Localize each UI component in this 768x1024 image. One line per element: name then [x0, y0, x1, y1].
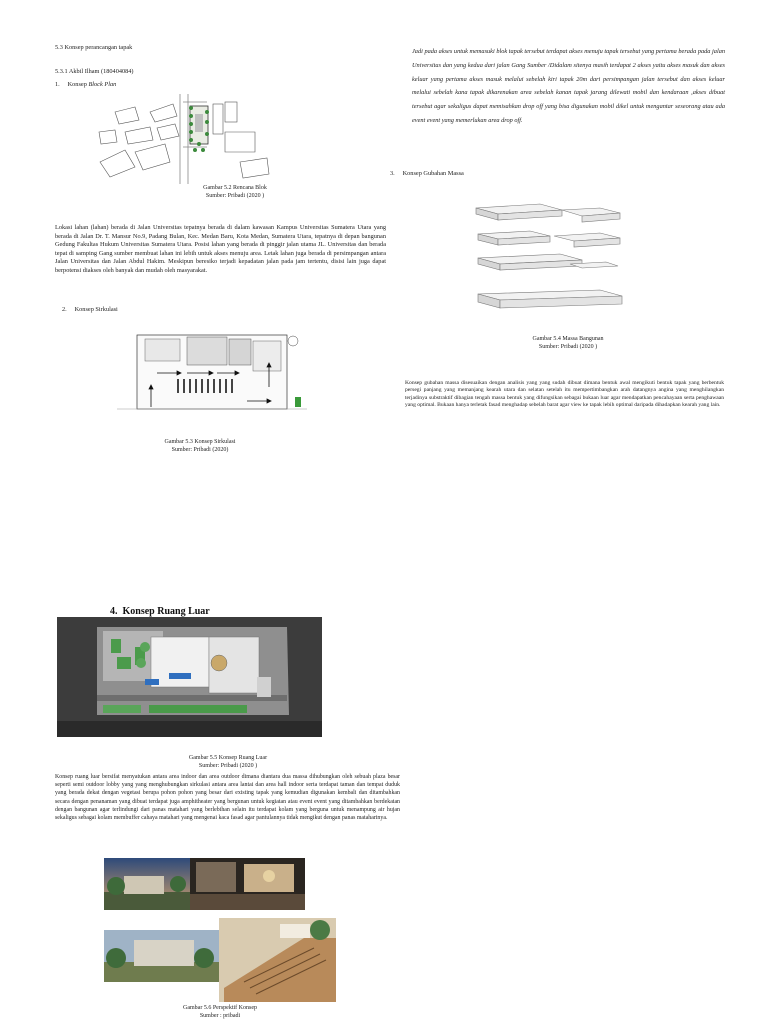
paragraph-outdoor: Konsep ruang luar bersifat menyatukan antara area indoor dan area outdoor dimana diantara dua massa dihubungkan oleh sebuah plaza besar seperti semi outdoor lobby yang yang menghubungkan sirkulasi antara area lantai dan area hall indoor serta terdapat taman dan tempat duduk yang berada dekat dengan vegetasi berupa pohon pohon yang besar dari existing tapak yang kemudian digunakan kembali dan ditambahkan secara dengan penanaman yang dibuat terdapat juga amphitheater yang bergunan untuk kegiatan atau event event yang ditambahkan berdekatan dengan bangunan agar terlindungi dari panas matahari yang berlebihan selain itu terdapat kolam yang berguna untuk menampung air hujan sekaligus sebagai kolam membuffer cahaya matahari yang mengenai kaca fasad agar pantulannya tidak mengikut dengan panas mataharinya. — [55, 774, 400, 822]
paragraph-massing: Konsep gubahan massa disesuaikan dengan analisis yang yang sudah dibuat dimana bentuk awal mengikuti bentuk tapak yang berbentuk persegi panjang yang memanjang kearah utara dan selatan setelah itu mempertimbangkan arah datangnya angina yang menghilangkan terjadinya substraktif dibagian tengah massa bentuk yang difungsikan sebagai bukaan luar agar mendapatkan pencahayaan serta penghawaan yang optimal. Bukaan hanya terletak fasad menghadap sebelah barat agar view ke tapak lebih optimal daripada dihadapkan kearah yang lain. — [405, 380, 724, 408]
item3-label: Konsep Gubahan Massa — [402, 170, 464, 177]
figure-block-plan — [95, 92, 275, 184]
figure-massing — [470, 198, 628, 318]
caption-5-3 — [140, 439, 260, 454]
item1-heading — [55, 81, 116, 90]
caption-5-6 — [160, 1005, 280, 1020]
caption-5-3-title: Gambar 5.3 Konsep Sirkulasi — [164, 439, 236, 445]
figure-circulation — [117, 327, 307, 413]
caption-5-3-source: Sumber: Pribadi (2020) — [171, 446, 229, 453]
item1-label: Konsep — [67, 81, 87, 88]
item4-heading — [110, 606, 210, 617]
caption-5-5-title: Gambar 5.5 Konsep Ruang Luar — [188, 755, 268, 761]
paragraph-access: Jadi pada akses untuk memasuki blok tapak tersebut terdapat akses menuju tapak tersebut yang pertama berada pada jalan Universitas dan yang kedua dari jalan Gang Sumber /Didalam sitenya masih terdapat 2 akses yaitu akses masuk dan akses keluar yang pertama akses masuk melalui sebelah kiri tapak 20m dari persimpangan jalan tersebut dan akses keluar melalui sebelah kana tapak dikarenakan area sebelah kanan tapak jarang dilewati mobil dan kendaraan ,akses dibuat tersebut agar sekaligus dapat memisahkan drop off yang bisa digunakan mobil dikel untuk mengantar seseorang atau ada event event yang memerlukan area drop off. — [412, 48, 725, 124]
caption-5-5 — [168, 755, 288, 770]
caption-5-5-source: Sumber: Pribadi (2020 ) — [198, 762, 258, 769]
caption-5-4-title: Gambar 5.4 Massa Bangunan — [532, 336, 604, 342]
subsection-title: 5.3.1 Akbil Ilham (180404084) — [55, 68, 134, 75]
caption-5-6-title: Gambar 5.6 Perspektif Konsep — [183, 1005, 257, 1011]
item2-label: Konsep Sirkulasi — [74, 306, 118, 313]
item3-number: 3. — [390, 170, 395, 177]
caption-5-2-source: Sumber: Pribadi (2020 ) — [205, 192, 265, 199]
caption-5-6-source: Sumber : pribadi — [199, 1012, 241, 1019]
item2-heading — [62, 306, 118, 315]
paragraph-location: Lokasi lahan (lahan) berada di Jalan Universitas tepatnya berada di dalam kawasan Kampus Universitas Sumatera Utara yang berada di Jalan Dr. T. Mansur No.9, Padang Bulan, Kec. Medan Baru, Kota Medan, Sumatera Utara, tepatnya di depan bangunan Gedung Fakultas Hukum Universitas Sumatera Utara. Posisi lahan yang berada di pinggir jalan utama JL. Universitas dan berada tepat di samping Gang sumber membuat lahan ini lebih untuk akses menuju area. Letak lahan juga berada di persimpangan antara Jalan Universitas dan Jalan Abdul Hakim. Meskipun beresiko terjadi kepadatan jalan pada jam tertentu, disisi lain juga dapat berpotensi diakses oleh banyak dan mudah oleh masyarakat. — [55, 224, 386, 274]
item4-label: Konsep Ruang Luar — [122, 606, 210, 617]
item2-number: 2. — [62, 306, 67, 313]
caption-5-4-source: Sumber: Pribadi (2020 ) — [538, 343, 598, 350]
caption-5-4 — [508, 336, 628, 351]
render-bottom — [104, 918, 336, 1002]
caption-5-2 — [175, 185, 295, 200]
section-title: 5.3 Konsep perancangan tapak — [55, 44, 133, 51]
item4-number: 4. — [110, 606, 118, 617]
render-top — [104, 858, 305, 910]
item1-label-italic: Block Plan — [88, 81, 117, 88]
item1-number: 1. — [55, 81, 60, 88]
caption-5-2-title: Gambar 5.2 Rencana Blok — [203, 185, 267, 191]
item3-heading — [390, 170, 464, 179]
figure-outdoor-space — [57, 617, 322, 737]
